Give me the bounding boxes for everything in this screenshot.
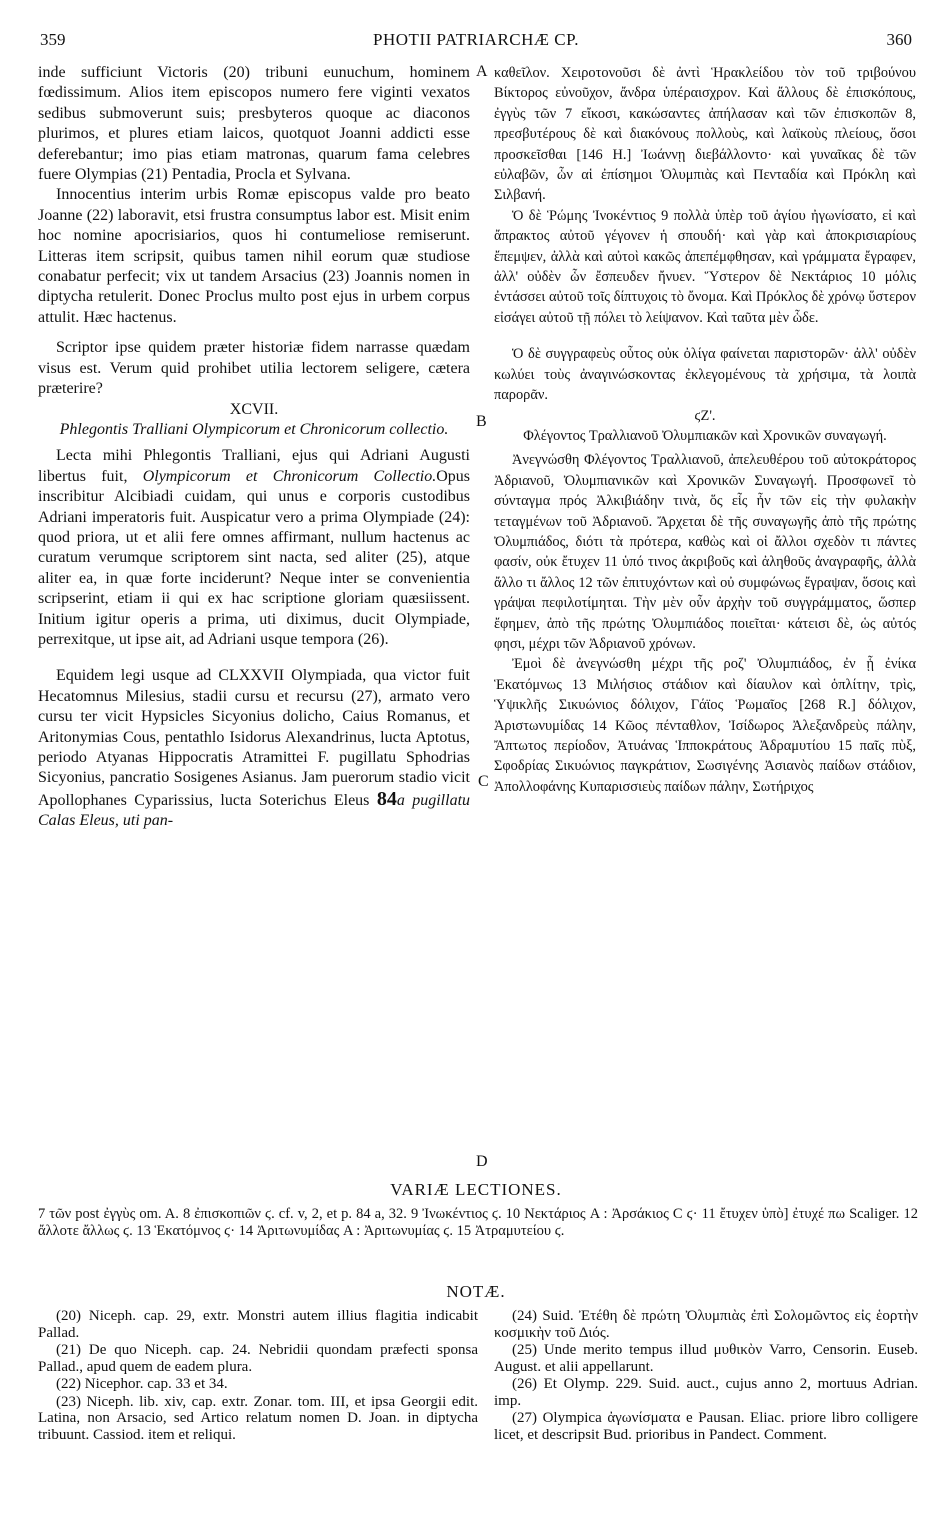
greek-paragraph: Ἐμοὶ δὲ ἀνεγνώσθη μέχρι τῆς ροζ' Ὀλυμπιάδος, ἐν ᾗ ἐνίκα Ἑκατόμνως 13 Μιλήσιος στάδιον καὶ δίαυλον καὶ ὁπλίτην, τρὶς, Ὑψικλῆς Σικυώνιος δόλιχον, Γάϊος Ῥωμαῖος [268 R.] δόλιχον, Ἀριστωνυμίδας 14 Κῶος πένταθλον, Ἰσίδωρος Ἀλεξανδρεὺς πάλην, Ἄπτωτος περίοδον, Ἀτυάνας Ἱπποκράτους Ἀδραμυτίου 15 παῖς πὺξ, Σφοδρίας Σικυώνιος παγκράτιον, Σωσιγένης Ἀσιανὸς παίδων στάδιον, Ἀπολλοφάνης Κυπαρισσιεὺς παίδων πάλην, Σωτήριχος: [494, 656, 916, 795]
text-run: Lecta mihi Phlegontis Tralliani, ejus qui Adriani Augusti libertus fuit,: [38, 447, 470, 485]
margin-marker-d: D: [476, 1153, 488, 1170]
chapter-title: Phlegontis Tralliani Olympicorum et Chronicorum collectio.: [59, 420, 449, 438]
notes-left-column: [38, 1308, 478, 1444]
latin-paragraph: [38, 666, 470, 831]
note: (25) Unde merito tempus illud μυθικὸν Varro, Censorin. Euseb. August. et alii appellarunt.: [494, 1342, 918, 1375]
greek-paragraph: Ὁ δὲ συγγραφεὺς οὗτος οὐκ ὀλίγα φαίνεται παριστορῶν· ἀλλ' οὐδὲν κωλύει τοὺς ἀναγινώσκοντας ἐκλεγομένους τὰ χρήσιμα, τὰ λοιπὰ παρορᾶν.: [494, 346, 916, 404]
greek-paragraph: Ἀνεγνώσθη Φλέγοντος Τραλλιανοῦ, ἀπελευθέρου τοῦ αὐτοκράτορος Ἀδριανοῦ, Ὀλυμπιανικῶν καὶ Χρονικῶν Συναγωγή. Προσφωνεῖ τὸ σύνταγμα πρός Ἀλκιβιάδην τινὰ, ὅς εἷς ἦν τῶν εἰς τὴν φυλακὴν τεταγμένων τοῦ Ἀδριανοῦ. Ἄρχεται δὲ τῆς συναγωγῆς ἀπὸ τῆς πρώτης Ὀλυμπιάδος, διότι τὰ πρότερα, καθὼς καὶ οἱ ἄλλοι σχεδὸν τι πάντες φασίν, οὐκ ἔτυχεν 11 ὑπό τινος ἀκριβοῦς καὶ ἀληθοῦς ἀναγραφῆς, ἀλλὰ ἄλλο τι ἄλλος 12 τῶν ἐπιτυχόντων καὶ οὐ συμφώνως ἔγραψαν, ὅσοις καὶ γράψαι πεφιλοτίμηται. Τὴν μὲν οὖν ἀρχὴν τοῦ συγγράμματος, ὥσπερ ἔφημεν, ἀπὸ τῆς πρώτης Ὀλυμπιάδος ποιεῖται· κάτεισι δὲ, ὡς αὐτός φησι, μέχρι τῶν Ἀδριανοῦ χρόνων.: [494, 452, 916, 652]
variae-lectiones-heading: VARIÆ LECTIONES.: [390, 1180, 562, 1199]
folio-marker: 84: [376, 787, 397, 810]
text-run: a pugillatu Calas Eleus, uti pan-: [38, 791, 471, 830]
latin-paragraph: Scriptor ipse quidem præter historiæ fidem narrasse quædam visus est. Verum quid prohibet utilia lectorem seligere, cætera præterire?: [38, 339, 470, 398]
greek-paragraph: Ὁ δὲ Ῥώμης Ἰνοκέντιος 9 πολλὰ ὑπὲρ τοῦ ἁγίου ἠγωνίσατο, εἰ καὶ ἄπρακτος αὐτοῦ γέγονεν ἡ σπουδή· καὶ γὰρ καὶ ἀποκρισιαρίους ἔπεμψεν, ἀλλὰ καὶ αὐτοὶ κακῶς ἀπεπέμφθησαν, καὶ γράμματα ἔγραφεν, ἀλλ' οὐδὲν ὧν ἔσπευδεν ἤνυεν. Ὕστερον δὲ Νεκτάριος 10 μόλις ἐντάσσει αὐτοῦ τοῖς δίπτυχοις τὸ ὄνομα. Καὶ Πρόκλος δὲ χρόνῳ ὕστερον εἰσάγει αὐτοῦ τῇ πόλει τὸ λείψανον. Καὶ ταῦτα μὲν ὧδε.: [494, 207, 916, 326]
greek-paragraph: καθεῖλον. Χειροτονοῦσι δὲ ἀντὶ Ἡρακλείδου τὸν τοῦ τριβούνου Βίκτορος εὐνοῦχον, ἄνδρα ὑπέραισχρον. Καὶ ἄλλους δὲ ἐπισκόπους, ἐγγὺς τῶν 7 εἴκοσι, κακώσαντες ἀπήλασαν καὶ τῶν ἐπισκοπῶν 8, πρεσβυτέρους δὲ καὶ διακόνους πολλοὺς, καὶ λαϊκοὺς πλείους, ὅσοι προσκεῖσθαι [146 H.] Ἰωάννῃ διεβάλλοντο· καὶ γυναῖκας δὲ τῶν εὐλαβῶν, ὧν αἱ ἐπίσημοι Ὀλυμπιὰς καὶ Πενταδία καὶ Πρόκλη καὶ Σιλβανή.: [494, 65, 916, 204]
latin-column: [38, 63, 470, 832]
note: (26) Et Olymp. 229. Suid. auct., cujus anno 2, mortuus Adrian. imp.: [494, 1376, 918, 1409]
page-number-right: 360: [886, 30, 912, 49]
greek-chapter-number: ϛΖ'.: [694, 407, 716, 424]
chapter-number: XCVII.: [229, 400, 279, 418]
text-run: Opus inscribitur Alcibiadi cuidam, qui unus e corporis custodibus Adriani imperatoris fuit. Auspicatur vero a prima Olympiade (24): quod priora, ut et alii fere omnes affirmant, nullum hactenus ac curatum verumque scriptorem sint nacta, sed aliter (25), atque aliter ea, in quæ forte inciderunt? Neque inter se convenientia scripserint, etiam ii qui ex hac scriptione gloriam quæsiissent. Initium igitur operis a prima, uti diximus, ducit Olympiade, perrexitque, ut ipse ait, ad Adriani usque tempora (26).: [38, 467, 470, 648]
note: (22) Nicephor. cap. 33 et 34.: [56, 1376, 228, 1392]
latin-paragraph: [38, 446, 470, 650]
margin-marker-b: B: [476, 413, 487, 430]
note: (24) Suid. Ἐτέθη δὲ πρώτη Ὀλυμπιὰς ἐπὶ Σολομῶντος εἰς ἑορτὴν κοσμικὴν τοῦ Διός.: [494, 1308, 918, 1341]
note: (21) De quo Niceph. cap. 24. Nebridii quondam præfecti sponsa Pallad., apud quem de eadem plura.: [38, 1342, 478, 1375]
note: (23) Niceph. lib. xiv, cap. extr. Zonar. tom. III, et ipsa Georgii edit. Latina, non Arsacio, sed Artico relatum nomen D. Joan. in diptycha tribuunt. Cassiod. item et reliqui.: [38, 1393, 478, 1443]
note: (27) Olympica ἀγωνίσματα e Pausan. Eliac. priore libro colligere licet, et descripsit Bud. prioribus in Pandect. Comment.: [494, 1410, 918, 1443]
greek-chapter-title: Φλέγοντος Τραλλιανοῦ Ὀλυμπιακῶν καὶ Χρονικῶν συναγωγή.: [523, 427, 887, 444]
latin-paragraph: inde sufficiunt Victoris (20) tribuni eunuchum, hominem fœdissimum. Alios item episcopos numero fere viginti vexatos sedibus submoverunt suis; presbyteros quoque ac diaconos plurimos, et plures etiam laicos, quotquot Joanni addicti esse deferebantur; imo pias etiam matronas, quarum fama celebres fuere Olympias (21) Pentadia, Procla et Sylvana.: [38, 64, 470, 184]
latin-paragraph: Innocentius interim urbis Romæ episcopus valde pro beato Joanne (22) laboravit, etsi frustra consumptus labor est. Misit enim hoc nomine apocrisiarios, quos hi contumeliose remiserunt. Litteras item scripsit, quibus tamen nihil eorum quæ studiose conabatur perfecit; vix ut tandem Arsacius (23) Joannis nomen in diptycha retulerit. Donec Proclus multo post ejus in urbem corpus attulit. Hæc hactenus.: [38, 186, 470, 326]
margin-marker-a: A: [476, 63, 488, 80]
work-title: Olympicorum et Chronicorum Collectio.: [142, 467, 437, 485]
page-number-left: 359: [40, 30, 66, 49]
note: (20) Niceph. cap. 29, extr. Monstri autem illius flagitia indicabit Pallad.: [38, 1308, 478, 1341]
notae-heading: NOTÆ.: [446, 1282, 506, 1301]
page-header: [40, 30, 912, 52]
notes-right-column: [494, 1308, 918, 1444]
variae-lectiones-text: 7 τῶν post ἐγγὺς om. A. 8 ἐπισκοπιῶν ϛ. cf. v, 2, et p. 84 a, 32. 9 Ἰνωκέντιος ϛ. 10 Νεκτάριος A : Ἀρσάκιος C ϛ· 11 ἔτυχεν ὑπὸ] ἐτυχέ πω Scaliger. 12 ἄλλοτε ἄλλως ϛ. 13 Ἑκατόμνος ϛ· 14 Ἀριτωνυμίδας A : Ἀριτωνυμίας ϛ. 15 Ἀτραμυτείου ϛ.: [38, 1206, 918, 1239]
greek-column: [494, 63, 916, 797]
text-run: Equidem legi usque ad CLXXVII Olympiada, qua victor fuit Hecatomnus Milesius, stadii cursu et recursu (27), armato vero cursu ter vicit Hypsicles Sicyonius dolicho, Caius Romanus, et Aritonymias Cous, pentathlo Isidorus Alexandrinus, lucta Aptotus, periodo Atyanas Hippocratis Atramittei F. pugillatu Sphodrias Sicyonius, pancratio Sosigenes Asianus. Jam puerorum stadio vicit Apollophanes Cyparissius, lucta Soterichus Eleus: [38, 667, 470, 809]
margin-marker-c: C: [478, 773, 489, 790]
running-title: PHOTII PATRIARCHÆ CP.: [373, 30, 579, 49]
